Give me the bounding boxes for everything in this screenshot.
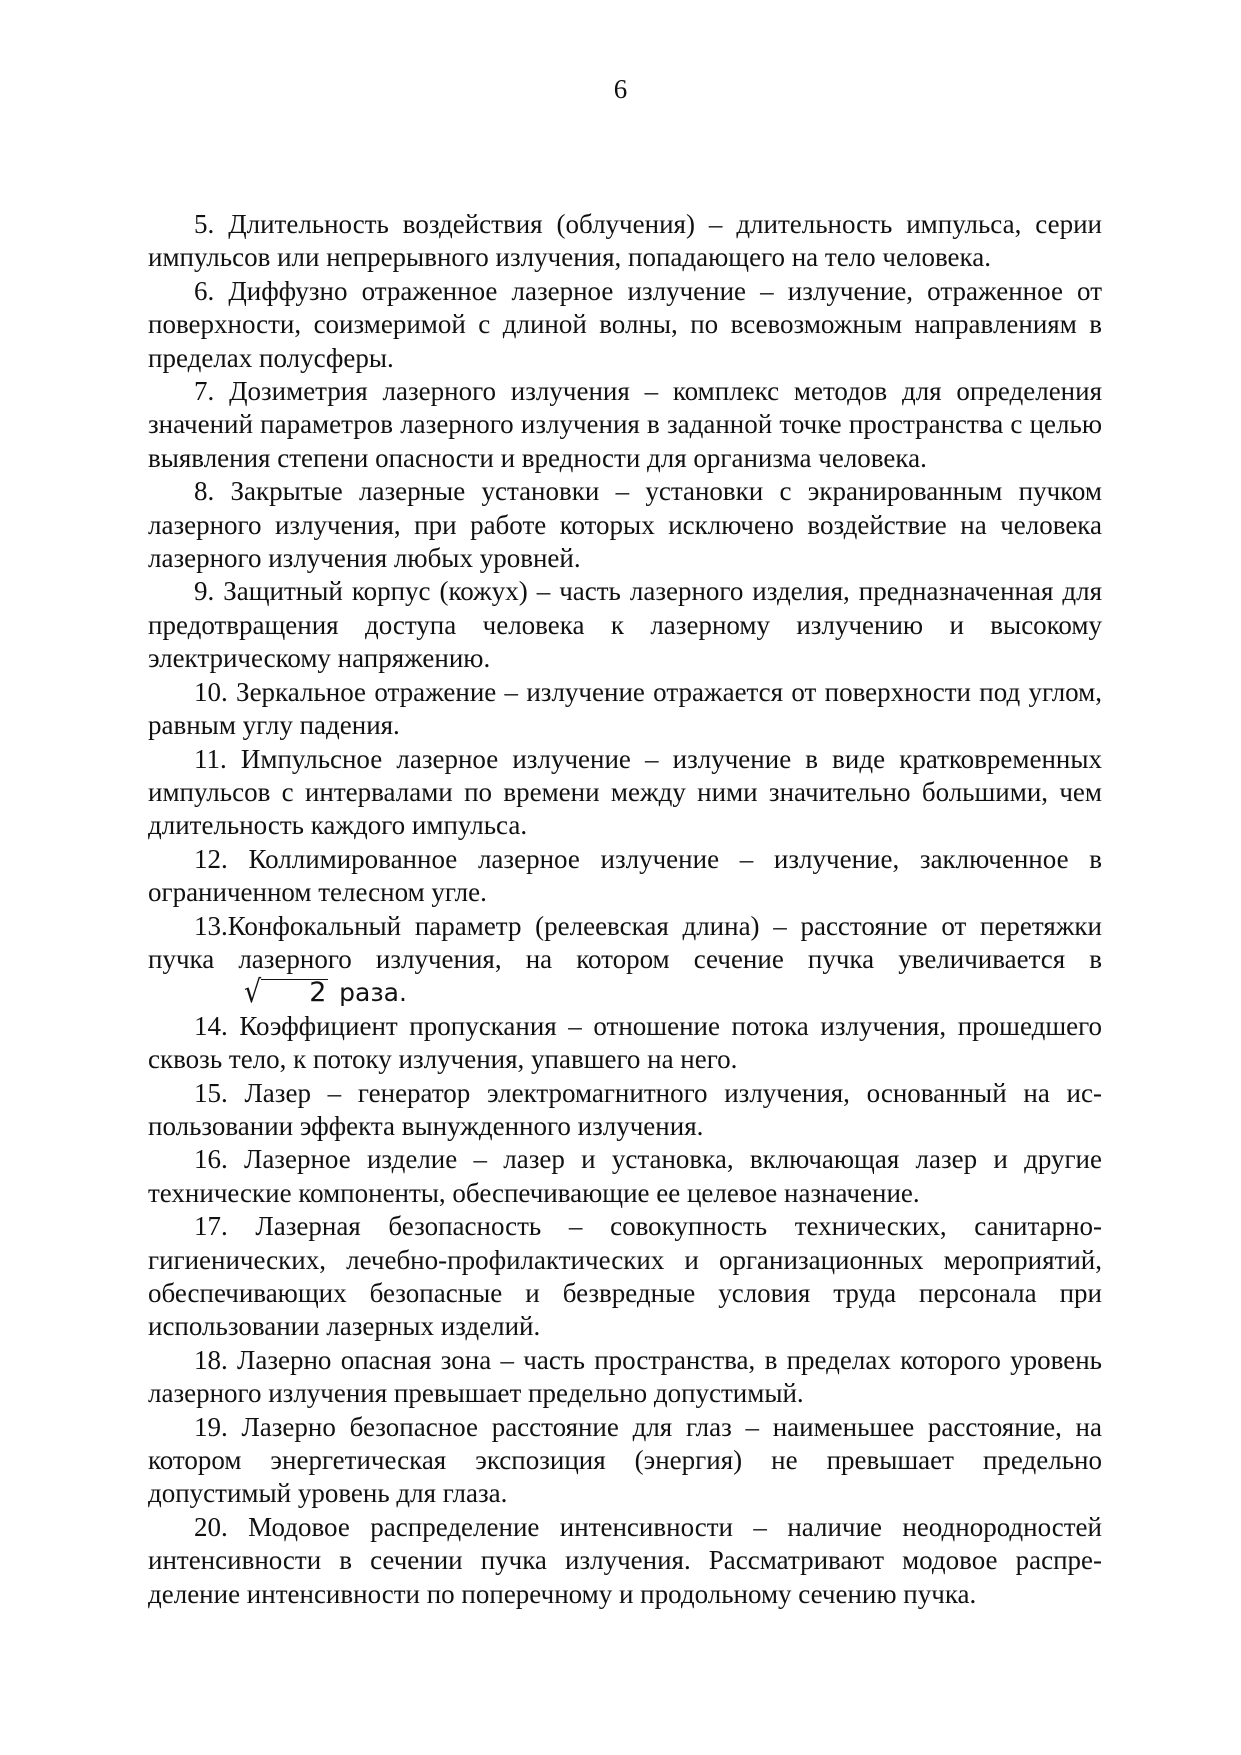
square-root-sign: √ <box>244 974 262 1011</box>
definition-13-ending: раза. <box>339 978 407 1008</box>
document-body <box>148 208 1102 1611</box>
definition-13-text: 13.Конфокальный параметр (релеевская длина) – расстояние от перетяжки пучка лазерного излучения, на котором сечение пучка увеличивается в <box>148 910 1102 974</box>
page-number: 6 <box>613 74 628 104</box>
definition-9: 9. Защитный корпус (кожух) – часть лазерного изделия, предназначенная для предотвращения доступа человека к лазерному излучению и высокому электрическому напряжению. <box>148 576 1102 674</box>
definition-5: 5. Длительность воздействия (облучения) – длительность импульса, серии импульсов или непрерывного излучения, попадающего на тело человека. <box>148 209 1102 273</box>
definition-8: 8. Закрытые лазерные установки – установки с экранированным пучком лазерного излучения, при работе которых исключено воздействие на человека лазерного излучения любых уровней. <box>148 476 1102 574</box>
definition-17: 17. Лазерная безопасность – совокупность технических, санитарно-гигиенических, лечебно-профилактических и организационных мероприятий, обеспечивающих безопасные и безвредные условия труда персонала при использовании лазерных изделий. <box>148 1211 1102 1342</box>
square-root-formula <box>152 976 328 1009</box>
definition-16: 16. Лазерное изделие – лазер и установка, включающая лазер и другие технические компоненты, обеспечивающие ее целевое назначение. <box>148 1144 1102 1208</box>
definition-15: 15. Лазер – генератор электромагнитного излучения, основанный на использовании эффекта вынужденного излучения. <box>148 1077 1102 1141</box>
definition-18: 18. Лазерно опасная зона – часть пространства, в пределах которого уровень лазерного излучения превышает предельно допустимый. <box>148 1344 1102 1409</box>
definition-19: 19. Лазерно безопасное расстояние для глаз – наименьшее расстояние, на котором энергетическая экспозиция (энергия) не превышает предельно допустимый уровень для глаза. <box>148 1411 1102 1509</box>
definition-6: 6. Диффузно отраженное лазерное излучение – излучение, отраженное от поверхности, соизмеримой с длиной волны, по всевозможным направлениям в пределах полусферы. <box>148 275 1102 373</box>
definition-11: 11. Импульсное лазерное излучение – излучение в виде кратковременных импульсов с интервалами по времени между ними значительно большими, чем длительность каждого импульса. <box>148 743 1102 841</box>
definition-7: 7. Дозиметрия лазерного излучения – комплекс методов для определения значений параметров лазерного излучения в заданной точке пространства с целью выявления степени опасности и вредности для организма человека. <box>148 376 1102 473</box>
definition-12: 12. Коллимированное лазерное излучение – излучение, заключенное в ограниченном телесном угле. <box>148 843 1102 908</box>
definition-10: 10. Зеркальное отражение – излучение отражается от поверхности под углом, равным углу падения. <box>148 676 1102 741</box>
definition-14: 14. Коэффициент пропускания – отношение потока излучения, прошедшего сквозь тело, к потоку излучения, упавшего на него. <box>148 1010 1102 1075</box>
square-root-argument: 2 <box>261 979 328 1006</box>
definition-13 <box>148 910 1102 1010</box>
definition-20: 20. Модовое распределение интенсивности – наличие неоднородностей интенсивности в сечении пучка излучения. Рассматривают модовое распределение интенсивности по поперечному и продольному сечению пучка. <box>148 1511 1102 1609</box>
